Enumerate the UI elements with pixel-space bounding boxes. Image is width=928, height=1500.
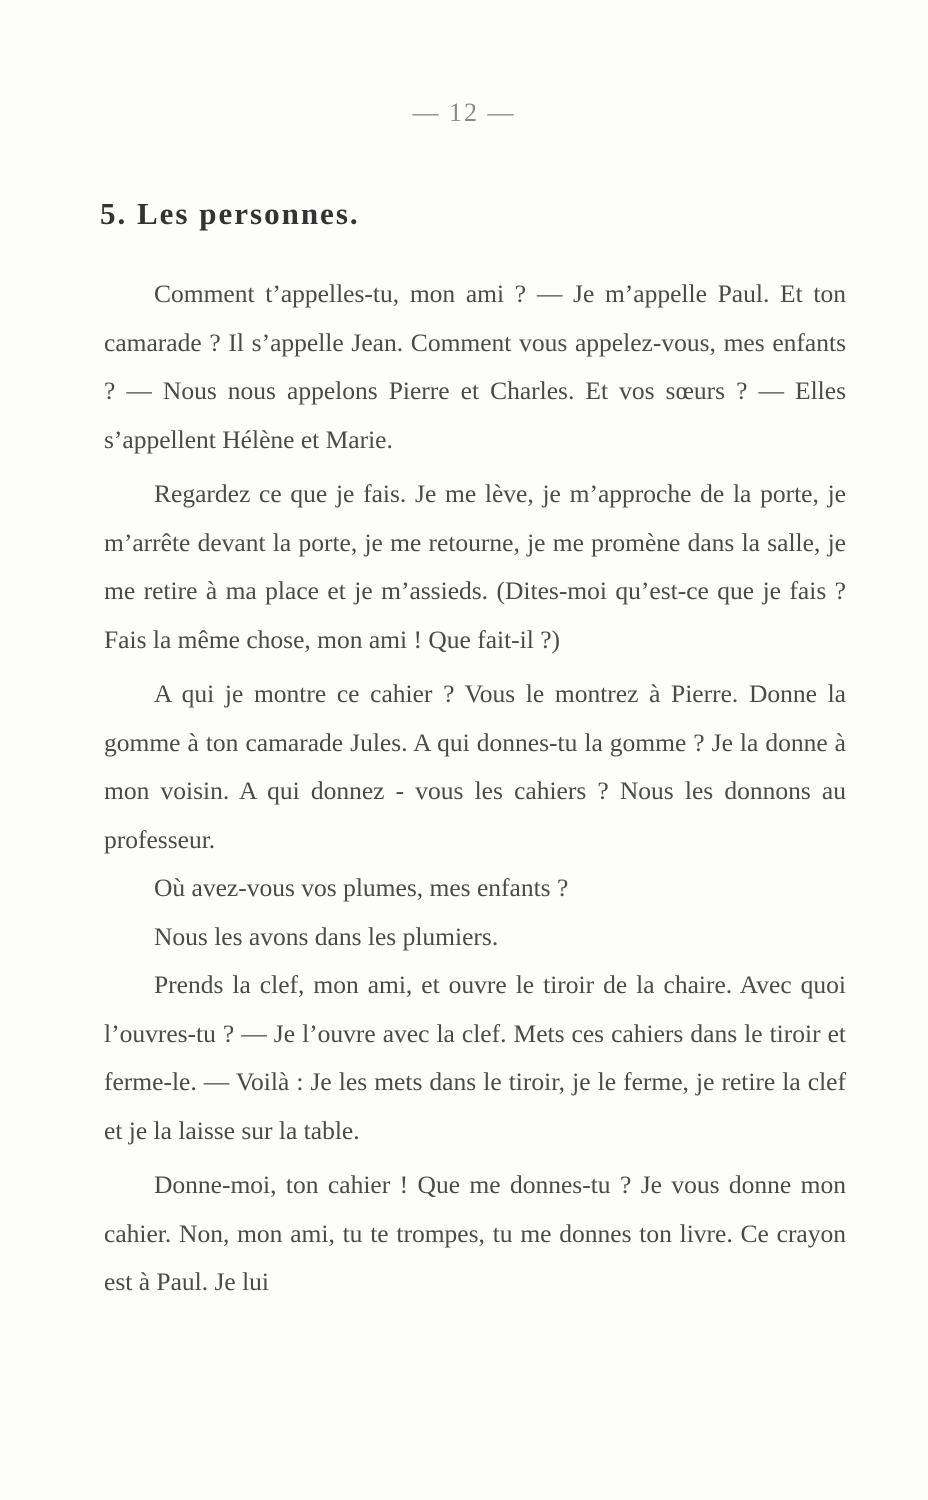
section-title: 5. Les personnes.	[100, 196, 360, 231]
paragraph-2: Regardez ce que je fais. Je me lève, je m’approche de la porte, je m’arrête devant la porte, je me retourne, je me promène dans la salle, je me retire à ma place et je m’assieds. (Dites-moi qu’est-ce que je fais ? Fais la même chose, mon ami ! Que fait-il ?)	[104, 479, 846, 654]
paragraph-4: Où avez-vous vos plumes, mes enfants ?	[154, 873, 569, 902]
paragraph-5: Nous les avons dans les plumiers.	[154, 921, 499, 951]
paragraph-3: A qui je montre ce cahier ? Vous le montrez à Pierre. Donne la gomme à ton camarade Jules. A qui donnes-tu la gomme ? Je la donne à mon voisin. A qui donnez - vous les cahiers ? Nous les donnons au professeur.	[104, 679, 846, 854]
paragraph-1: Comment t’appelles-tu, mon ami ? — Je m’appelle Paul. Et ton camarade ? Il s’appelle Jean. Comment vous appelez-vous, mes enfants ? — Nous nous appelons Pierre et Charles. Et vos sœurs ? — Elles s’appellent Hélène et Marie.	[104, 279, 846, 454]
paragraph-7: Donne-moi, ton cahier ! Que me donnes-tu ? Je vous donne mon cahier. Non, mon ami, tu te trompes, tu me donnes ton livre. Ce crayon est à Paul. Je lui	[104, 1170, 846, 1296]
body-text	[104, 270, 846, 1307]
page-number: — 12 —	[412, 98, 516, 127]
paragraph-6: Prends la clef, mon ami, et ouvre le tiroir de la chaire. Avec quoi l’ouvres-tu ? — Je l’ouvre avec la clef. Mets ces cahiers dans le tiroir et ferme-le. — Voilà : Je les mets dans le tiroir, je le ferme, je retire la clef et je la laisse sur la table.	[104, 970, 846, 1145]
